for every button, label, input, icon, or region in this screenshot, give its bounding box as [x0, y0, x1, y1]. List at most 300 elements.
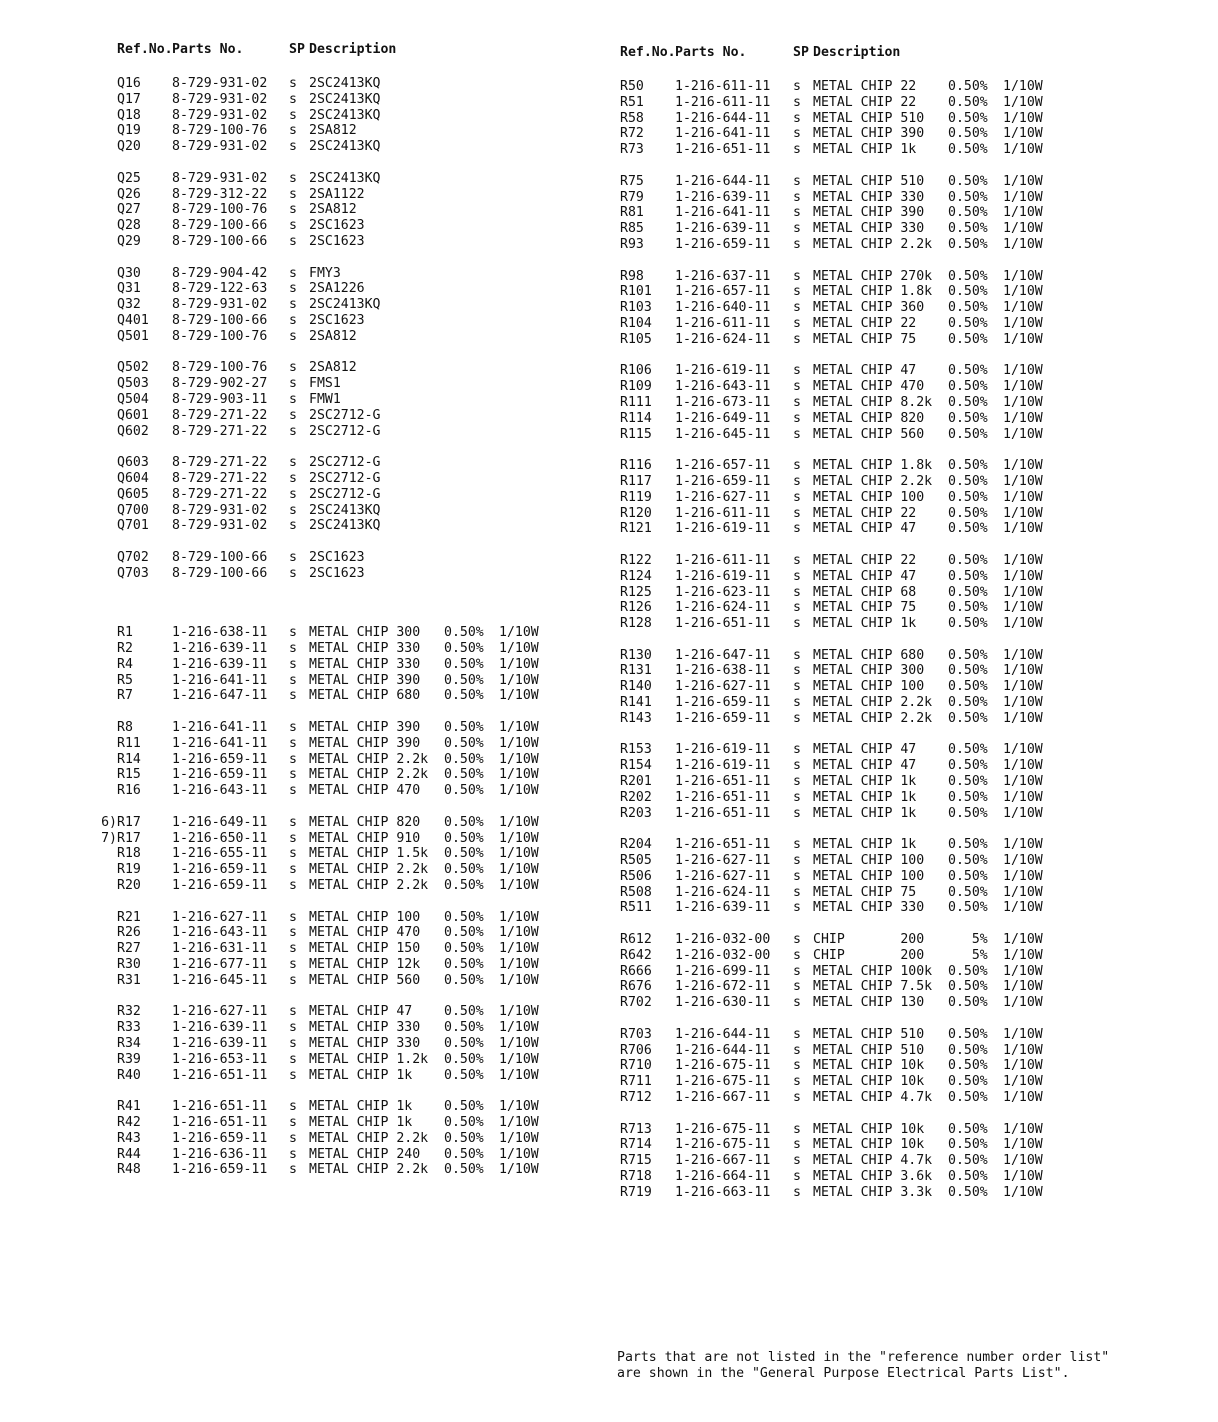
parts-group — [90, 815, 560, 894]
sp-mark: s — [289, 1036, 297, 1052]
ref-no: R719 — [620, 1184, 652, 1200]
parts-group — [90, 910, 560, 989]
parts-no: 1-216-611-11 — [675, 315, 771, 331]
tolerance — [444, 518, 499, 534]
sp-mark: s — [793, 268, 801, 284]
parts-group — [90, 171, 560, 250]
description: METAL CHIP 2.2k — [813, 473, 933, 489]
power-rating: 1/10W — [1003, 284, 1043, 300]
tolerance: 0.50% — [948, 900, 988, 916]
parts-row — [590, 300, 1110, 316]
ref-no: R16 — [117, 783, 141, 799]
description: METAL CHIP 1.8k — [813, 284, 933, 300]
left-parts-list — [90, 76, 560, 1178]
parts-row — [590, 774, 1110, 790]
ref-no: R706 — [620, 1042, 652, 1058]
tolerance: 0.50% — [444, 957, 484, 973]
right-column-header — [590, 45, 1110, 61]
parts-row — [590, 948, 1110, 964]
sp-mark: s — [793, 963, 801, 979]
tolerance: 0.50% — [948, 1153, 988, 1169]
power-rating — [499, 487, 559, 503]
description: METAL CHIP 300 — [309, 625, 421, 641]
parts-row — [590, 995, 1110, 1011]
parts-no: 8-729-931-02 — [172, 297, 268, 313]
parts-row — [590, 964, 1110, 980]
parts-no: 1-216-651-11 — [172, 1115, 268, 1130]
parts-no: 1-216-644-11 — [675, 110, 771, 126]
parts-row — [590, 237, 1110, 253]
description: FMS1 — [309, 376, 341, 392]
tolerance: 0.50% — [444, 1115, 484, 1130]
parts-row — [590, 1027, 1110, 1043]
power-rating — [499, 76, 559, 92]
note-marker — [90, 550, 117, 566]
sp-mark: s — [793, 884, 801, 900]
description: METAL CHIP 680 — [813, 647, 925, 663]
description: METAL CHIP 330 — [813, 221, 925, 237]
note-marker — [590, 837, 620, 853]
parts-group — [90, 1099, 560, 1178]
note-marker — [590, 932, 620, 948]
note-marker — [590, 948, 620, 964]
parts-no: 8-729-312-22 — [172, 186, 268, 202]
note-marker — [590, 316, 620, 332]
ref-no: R201 — [620, 774, 652, 790]
note-marker — [90, 139, 117, 155]
note-marker — [590, 221, 620, 237]
parts-no: 1-216-639-11 — [172, 1020, 268, 1036]
note-marker — [90, 171, 117, 187]
ref-no: R11 — [117, 735, 141, 751]
parts-no: 1-216-643-11 — [172, 783, 268, 799]
power-rating: 1/10W — [1003, 552, 1043, 568]
sp-mark: s — [289, 862, 297, 878]
power-rating: 1/10W — [1003, 110, 1043, 126]
ref-no: R34 — [117, 1036, 141, 1052]
parts-row — [590, 837, 1110, 853]
parts-row — [90, 139, 560, 155]
note-marker — [90, 1020, 117, 1036]
tolerance: 0.50% — [948, 394, 988, 410]
parts-no: 8-729-122-63 — [172, 281, 268, 297]
parts-group — [90, 720, 560, 799]
parts-no: 1-216-651-11 — [675, 774, 771, 790]
parts-no: 1-216-659-11 — [675, 473, 771, 489]
parts-row — [590, 142, 1110, 158]
ref-no: R153 — [620, 742, 652, 758]
note-marker — [90, 471, 117, 487]
parts-no: 1-216-659-11 — [675, 710, 771, 726]
power-rating: 1/10W — [1003, 679, 1043, 695]
sp-mark: s — [793, 410, 801, 426]
parts-group — [590, 648, 1110, 727]
parts-row — [90, 313, 560, 329]
sp-mark: s — [793, 947, 801, 963]
ref-no: R114 — [620, 410, 652, 426]
ref-no: R106 — [620, 363, 652, 379]
sp-mark: s — [289, 735, 297, 751]
power-rating: 1/10W — [1003, 742, 1043, 758]
sp-mark: s — [793, 221, 801, 237]
parts-row — [90, 925, 560, 941]
power-rating: 1/10W — [499, 878, 539, 894]
description: METAL CHIP 2.2k — [309, 1130, 429, 1146]
power-rating: 1/10W — [499, 862, 539, 878]
description: METAL CHIP 100 — [309, 909, 421, 925]
sp-mark: s — [289, 170, 297, 186]
parts-no: 8-729-271-22 — [172, 455, 268, 471]
parts-no: 8-729-904-42 — [172, 265, 268, 281]
note-marker — [90, 625, 117, 641]
ref-no: R48 — [117, 1162, 141, 1178]
ref-no: R33 — [117, 1020, 141, 1036]
note-marker — [590, 1058, 620, 1074]
sp-mark: s — [793, 695, 801, 711]
ref-no: R122 — [620, 552, 652, 568]
ref-no: R202 — [620, 789, 652, 805]
power-rating — [499, 503, 559, 519]
parts-no: 1-216-644-11 — [675, 173, 771, 189]
ref-no: R204 — [620, 837, 652, 853]
note-marker — [590, 363, 620, 379]
power-rating: 1/10W — [499, 656, 539, 672]
tolerance: 0.50% — [444, 625, 484, 641]
note-marker — [590, 1074, 620, 1090]
parts-no: 1-216-651-11 — [675, 142, 771, 158]
parts-no: 8-729-931-02 — [172, 502, 268, 518]
note-marker — [90, 281, 117, 297]
ref-no: R154 — [620, 758, 652, 774]
tolerance: 0.50% — [948, 695, 988, 711]
description: METAL CHIP 2.2k — [813, 695, 933, 711]
parts-row — [590, 932, 1110, 948]
description: METAL CHIP 820 — [813, 410, 925, 426]
sp-mark: s — [793, 331, 801, 347]
description: METAL CHIP 1k — [813, 805, 917, 821]
parts-no: 1-216-657-11 — [675, 284, 771, 300]
parts-row — [90, 1131, 560, 1147]
tolerance: 0.50% — [444, 846, 484, 862]
description: METAL CHIP 2.2k — [309, 862, 429, 878]
sp-mark: s — [289, 672, 297, 688]
power-rating: 1/10W — [499, 925, 539, 941]
parts-no: 1-216-619-11 — [675, 742, 771, 758]
description: METAL CHIP 2.2k — [309, 878, 429, 894]
note-marker — [90, 108, 117, 124]
power-rating: 1/10W — [499, 720, 539, 736]
description: METAL CHIP 330 — [813, 900, 925, 916]
tolerance — [444, 171, 499, 187]
parts-row — [90, 471, 560, 487]
description: METAL CHIP 1k — [813, 142, 917, 158]
parts-no: 1-216-647-11 — [172, 688, 268, 704]
description: METAL CHIP 300 — [813, 663, 925, 679]
ref-no: R27 — [117, 941, 141, 957]
tolerance: 0.50% — [948, 1074, 988, 1090]
sp-mark: s — [289, 549, 297, 565]
parts-row — [90, 408, 560, 424]
tolerance: 0.50% — [948, 126, 988, 142]
tolerance: 0.50% — [444, 1036, 484, 1052]
sp-mark: s — [793, 205, 801, 221]
ref-no: R109 — [620, 379, 652, 395]
note-marker — [90, 1036, 117, 1052]
parts-no: 1-216-659-11 — [172, 878, 268, 894]
sp-mark: s — [289, 502, 297, 518]
power-rating — [499, 234, 559, 250]
power-rating — [499, 376, 559, 392]
ref-no: R39 — [117, 1051, 141, 1067]
ref-no: R676 — [620, 979, 652, 995]
tolerance: 0.50% — [444, 1004, 484, 1020]
parts-no: 1-216-659-11 — [675, 236, 771, 252]
ref-no: R51 — [620, 94, 644, 110]
power-rating: 1/10W — [1003, 205, 1043, 221]
power-rating: 1/10W — [1003, 331, 1043, 347]
parts-row — [90, 641, 560, 657]
description: 2SC2712-G — [309, 486, 381, 502]
power-rating: 1/10W — [499, 1146, 539, 1162]
header-parts-no: Parts No. — [172, 42, 244, 57]
power-rating — [499, 281, 559, 297]
parts-no: 1-216-675-11 — [675, 1058, 771, 1074]
power-rating: 1/10W — [499, 830, 539, 846]
tolerance: 0.50% — [948, 268, 988, 284]
ref-no: R702 — [620, 995, 652, 1011]
header-sp: SP — [289, 42, 305, 57]
note-marker — [90, 1131, 117, 1147]
tolerance — [444, 376, 499, 392]
parts-no: 1-216-619-11 — [675, 363, 771, 379]
description: METAL CHIP 68 — [813, 584, 917, 600]
parts-no: 1-216-644-11 — [675, 1026, 771, 1042]
description: METAL CHIP 560 — [309, 972, 421, 988]
tolerance: 0.50% — [948, 616, 988, 632]
sp-mark: s — [793, 142, 801, 158]
note-marker — [90, 720, 117, 736]
header-ref-no: Ref.No. — [117, 42, 173, 57]
tolerance: 0.50% — [948, 837, 988, 853]
ref-no: R18 — [117, 846, 141, 862]
power-rating: 1/10W — [499, 957, 539, 973]
tolerance — [444, 313, 499, 329]
tolerance — [444, 566, 499, 582]
power-rating — [499, 123, 559, 139]
parts-row — [90, 862, 560, 878]
parts-no: 8-729-931-02 — [172, 76, 268, 91]
parts-row — [90, 720, 560, 736]
sp-mark: s — [289, 360, 297, 376]
parts-row — [90, 550, 560, 566]
note-marker — [90, 360, 117, 376]
right-parts-list — [590, 79, 1110, 1201]
note-marker — [590, 679, 620, 695]
ref-no: Q27 — [117, 202, 141, 218]
parts-group — [90, 360, 560, 439]
tolerance: 0.50% — [444, 751, 484, 767]
sp-mark: s — [289, 1099, 297, 1115]
ref-no: R98 — [620, 268, 644, 284]
sp-mark: s — [793, 1121, 801, 1137]
sp-mark: s — [793, 932, 801, 948]
parts-no: 1-216-627-11 — [172, 909, 268, 925]
sp-mark: s — [289, 186, 297, 202]
power-rating: 1/10W — [1003, 363, 1043, 379]
power-rating: 1/10W — [1003, 489, 1043, 505]
ref-no: R20 — [117, 878, 141, 894]
description: METAL CHIP 47 — [309, 1004, 413, 1020]
parts-row — [590, 979, 1110, 995]
tolerance — [444, 266, 499, 282]
sp-mark: s — [793, 379, 801, 395]
ref-no: R130 — [620, 647, 652, 663]
ref-no: R506 — [620, 868, 652, 884]
tolerance: 0.50% — [948, 284, 988, 300]
parts-row — [90, 424, 560, 440]
parts-row — [90, 941, 560, 957]
sp-mark: s — [289, 846, 297, 862]
parts-no: 1-216-641-11 — [675, 126, 771, 142]
parts-no: 1-216-637-11 — [675, 268, 771, 284]
sp-mark: s — [793, 853, 801, 869]
description: METAL CHIP 470 — [813, 379, 925, 395]
tolerance: 0.50% — [444, 1162, 484, 1178]
description: FMY3 — [309, 265, 341, 281]
left-parts-column — [90, 42, 560, 1194]
parts-no: 1-216-032-00 — [675, 947, 771, 963]
sp-mark: s — [793, 710, 801, 726]
parts-row — [590, 806, 1110, 822]
tolerance: 0.50% — [948, 884, 988, 900]
tolerance — [444, 392, 499, 408]
description: METAL CHIP 330 — [309, 656, 421, 672]
ref-no: Q17 — [117, 91, 141, 107]
ref-no: Q31 — [117, 281, 141, 297]
ref-no: Q700 — [117, 502, 149, 518]
tolerance: 0.50% — [948, 458, 988, 474]
note-marker — [590, 1169, 620, 1185]
power-rating: 1/10W — [1003, 379, 1043, 395]
parts-group — [590, 1027, 1110, 1106]
note-marker — [90, 297, 117, 313]
parts-row — [590, 711, 1110, 727]
description: 2SA812 — [309, 202, 357, 218]
tolerance: 0.50% — [948, 410, 988, 426]
ref-no: R714 — [620, 1137, 652, 1153]
description: METAL CHIP 10k — [813, 1121, 925, 1137]
sp-mark: s — [289, 783, 297, 799]
parts-no: 1-216-032-00 — [675, 932, 771, 948]
sp-mark: s — [793, 1184, 801, 1200]
sp-mark: s — [289, 830, 297, 846]
power-rating: 1/10W — [1003, 1090, 1043, 1105]
tolerance: 0.50% — [948, 1026, 988, 1042]
description: 2SC1623 — [309, 233, 365, 249]
description: 2SC2413KQ — [309, 170, 381, 186]
note-marker — [590, 1043, 620, 1059]
description: METAL CHIP 390 — [309, 672, 421, 688]
note-marker — [590, 474, 620, 490]
power-rating: 1/10W — [1003, 932, 1043, 948]
parts-no: 1-216-639-11 — [172, 641, 268, 657]
power-rating: 1/10W — [1003, 868, 1043, 884]
parts-no: 1-216-630-11 — [675, 995, 771, 1011]
description: METAL CHIP 1k — [813, 616, 917, 632]
note-marker — [590, 1090, 620, 1106]
ref-no: Q501 — [117, 328, 149, 344]
ref-no: R81 — [620, 205, 644, 221]
parts-row — [590, 648, 1110, 664]
ref-no: R703 — [620, 1026, 652, 1042]
parts-no: 1-216-651-11 — [172, 1067, 268, 1083]
tolerance — [444, 108, 499, 124]
parts-row — [90, 218, 560, 234]
ref-no: Q30 — [117, 265, 141, 281]
ref-no: R143 — [620, 710, 652, 726]
power-rating: 1/10W — [1003, 663, 1043, 679]
sp-mark: s — [289, 814, 297, 830]
ref-no: R2 — [117, 641, 133, 657]
sp-mark: s — [793, 616, 801, 632]
parts-row — [590, 284, 1110, 300]
power-rating — [499, 471, 559, 487]
parts-row — [90, 1020, 560, 1036]
parts-no: 1-216-641-11 — [675, 205, 771, 221]
tolerance: 0.50% — [444, 1051, 484, 1067]
description: METAL CHIP 10k — [813, 1137, 925, 1153]
description: METAL CHIP 510 — [813, 173, 925, 189]
description: 2SC2712-G — [309, 470, 381, 486]
parts-group — [590, 932, 1110, 1011]
parts-no: 8-729-100-66 — [172, 218, 268, 234]
tolerance: 0.50% — [948, 94, 988, 110]
sp-mark: s — [289, 941, 297, 957]
parts-row — [590, 190, 1110, 206]
sp-mark: s — [289, 1115, 297, 1130]
power-rating: 1/10W — [1003, 568, 1043, 584]
description: 2SC1623 — [309, 312, 365, 328]
parts-row — [590, 663, 1110, 679]
description: 2SC2413KQ — [309, 502, 381, 518]
parts-row — [590, 1153, 1110, 1169]
tolerance: 0.50% — [444, 735, 484, 751]
parts-row — [90, 783, 560, 799]
parts-no: 1-216-699-11 — [675, 963, 771, 979]
tolerance — [444, 424, 499, 440]
sp-mark: s — [289, 925, 297, 941]
note-marker — [590, 900, 620, 916]
note-marker — [90, 973, 117, 989]
ref-no: R115 — [620, 426, 652, 442]
sp-mark: s — [793, 1153, 801, 1169]
parts-row — [590, 869, 1110, 885]
parts-row — [90, 503, 560, 519]
description: METAL CHIP 820 — [309, 814, 421, 830]
ref-no: R710 — [620, 1058, 652, 1074]
note-marker — [590, 142, 620, 158]
parts-no: 8-729-903-11 — [172, 391, 268, 407]
sp-mark: s — [793, 473, 801, 489]
description: METAL CHIP 150 — [309, 941, 421, 957]
sp-mark: s — [289, 751, 297, 767]
power-rating: 1/10W — [1003, 521, 1043, 537]
parts-no: 8-729-931-02 — [172, 518, 268, 534]
note-marker — [590, 790, 620, 806]
note-marker — [90, 736, 117, 752]
note-marker — [590, 742, 620, 758]
parts-no: 8-729-931-02 — [172, 107, 268, 123]
